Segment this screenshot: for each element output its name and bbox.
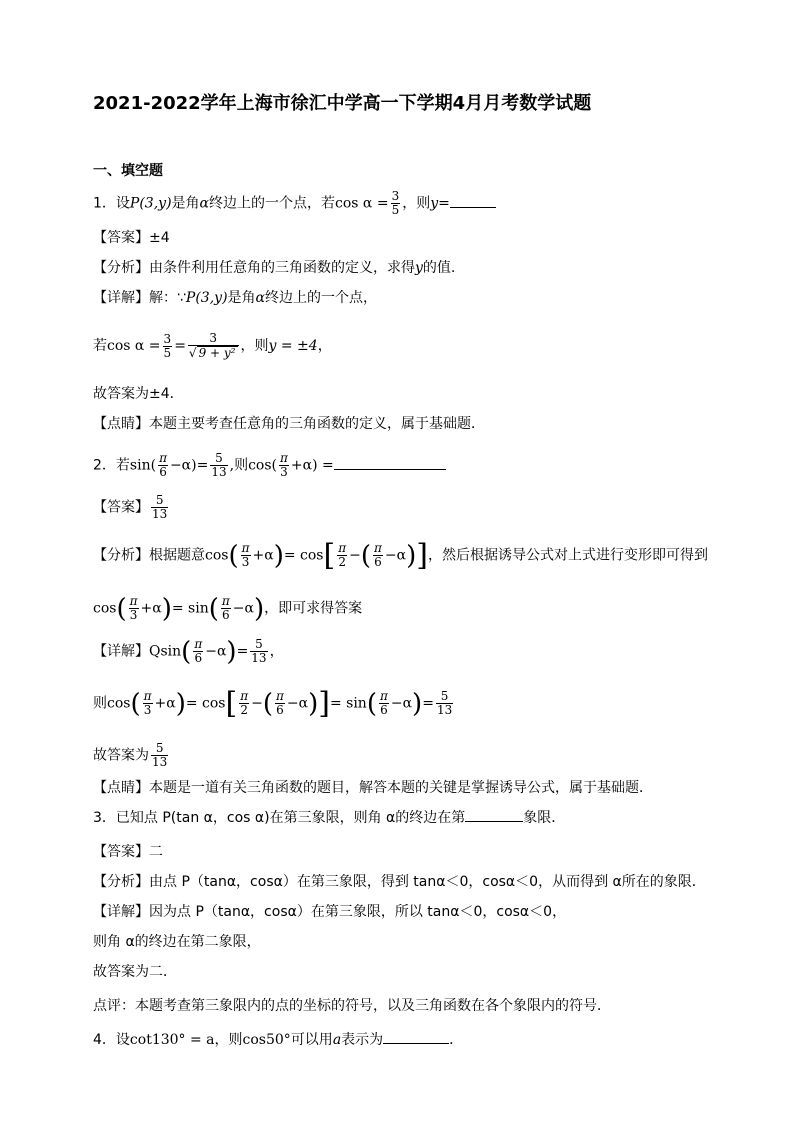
q2-final: 故答案为 $\frac{5}{13}$ [93, 741, 168, 769]
q3-final: 故答案为二． [93, 964, 177, 980]
page-title: 2021-2022学年上海市徐汇中学高一下学期4月月考数学试题 [93, 93, 592, 114]
answer-blank [383, 1043, 449, 1044]
q1-detail: 【详解】解：∵P(3,y)是角α终边上的一个点， [93, 290, 378, 306]
q1-final: 故答案为±4． [93, 386, 184, 402]
q1-answer: 【答案】±4 [93, 230, 170, 246]
q2-analysis: 【分析】根据题意cos( $\frac{\pi}{3}$ +α)= cos[ $\frac{\pi}{2}$ −( $\frac{\pi}{6}$ −α)]，然后根据诱导公式对上式进行变形即可得到 [93, 537, 708, 573]
question-1: 1．设P(3,y)是角α终边上的一个点，若cos α = $\frac{3}{5}$ ，则y= [93, 190, 496, 217]
q3-answer: 【答案】二 [93, 844, 163, 860]
q3-detail-line2: 则角 α的终边在第二象限， [93, 934, 261, 950]
answer-blank [465, 821, 523, 822]
question-2: 2．若sin( $\frac{\pi}{6}$ −α)= $\frac{5}{13}$ ,则cos( $\frac{\pi}{3}$ +α) = [93, 452, 446, 479]
q2-answer: 【答案】 $\frac{5}{13}$ [93, 493, 168, 521]
q2-detail: 【详解】Qsin( $\frac{\pi}{6}$ −α)= $\frac{5}{13}$ ， [93, 636, 284, 667]
section-heading: 一、填空题 [93, 163, 163, 179]
q2-analysis-cont: cos( $\frac{\pi}{3}$ +α)= sin( $\frac{\pi}{6}$ −α)，即可求得答案 [93, 593, 363, 624]
q3-analysis: 【分析】由点 P（tanα，cosα）在第三象限，得到 tanα＜0，cosα＜0，从而得到 α所在的象限． [93, 874, 706, 890]
answer-blank [334, 469, 446, 470]
q1-detail-formula: 若cos α = $\frac{3}{5}$ = $\frac{3}{\text{√ 9 + y²}}$ ，则y = ±4， [93, 331, 332, 360]
q2-comment: 【点睛】本题是一道有关三角函数的题目，解答本题的关键是掌握诱导公式，属于基础题． [93, 780, 653, 796]
q3-detail: 【详解】因为点 P（tanα，cosα）在第三象限，所以 tanα＜0，cosα＜0， [93, 904, 567, 920]
q2-detail-formula: 则cos( $\frac{\pi}{3}$ +α)= cos[ $\frac{\pi}{2}$ −( $\frac{\pi}{6}$ −α)]= sin( $\frac{\pi}{6}$ −α)= $\frac{5}{13}$ [93, 685, 453, 721]
answer-blank [450, 207, 496, 208]
question-3: 3．已知点 P(tan α，cos α)在第三象限，则角 α的终边在第 象限． [93, 810, 566, 826]
q1-analysis: 【分析】由条件利用任意角的三角函数的定义，求得y的值. [93, 260, 456, 276]
q1-comment: 【点睛】本题主要考查任意角的三角函数的定义，属于基础题． [93, 416, 485, 432]
q3-comment: 点评：本题考查第三象限内的点的坐标的符号，以及三角函数在各个象限内的符号． [93, 998, 611, 1014]
question-4: 4．设cot130° = a，则cos50°可以用a表示为 ． [93, 1032, 464, 1048]
